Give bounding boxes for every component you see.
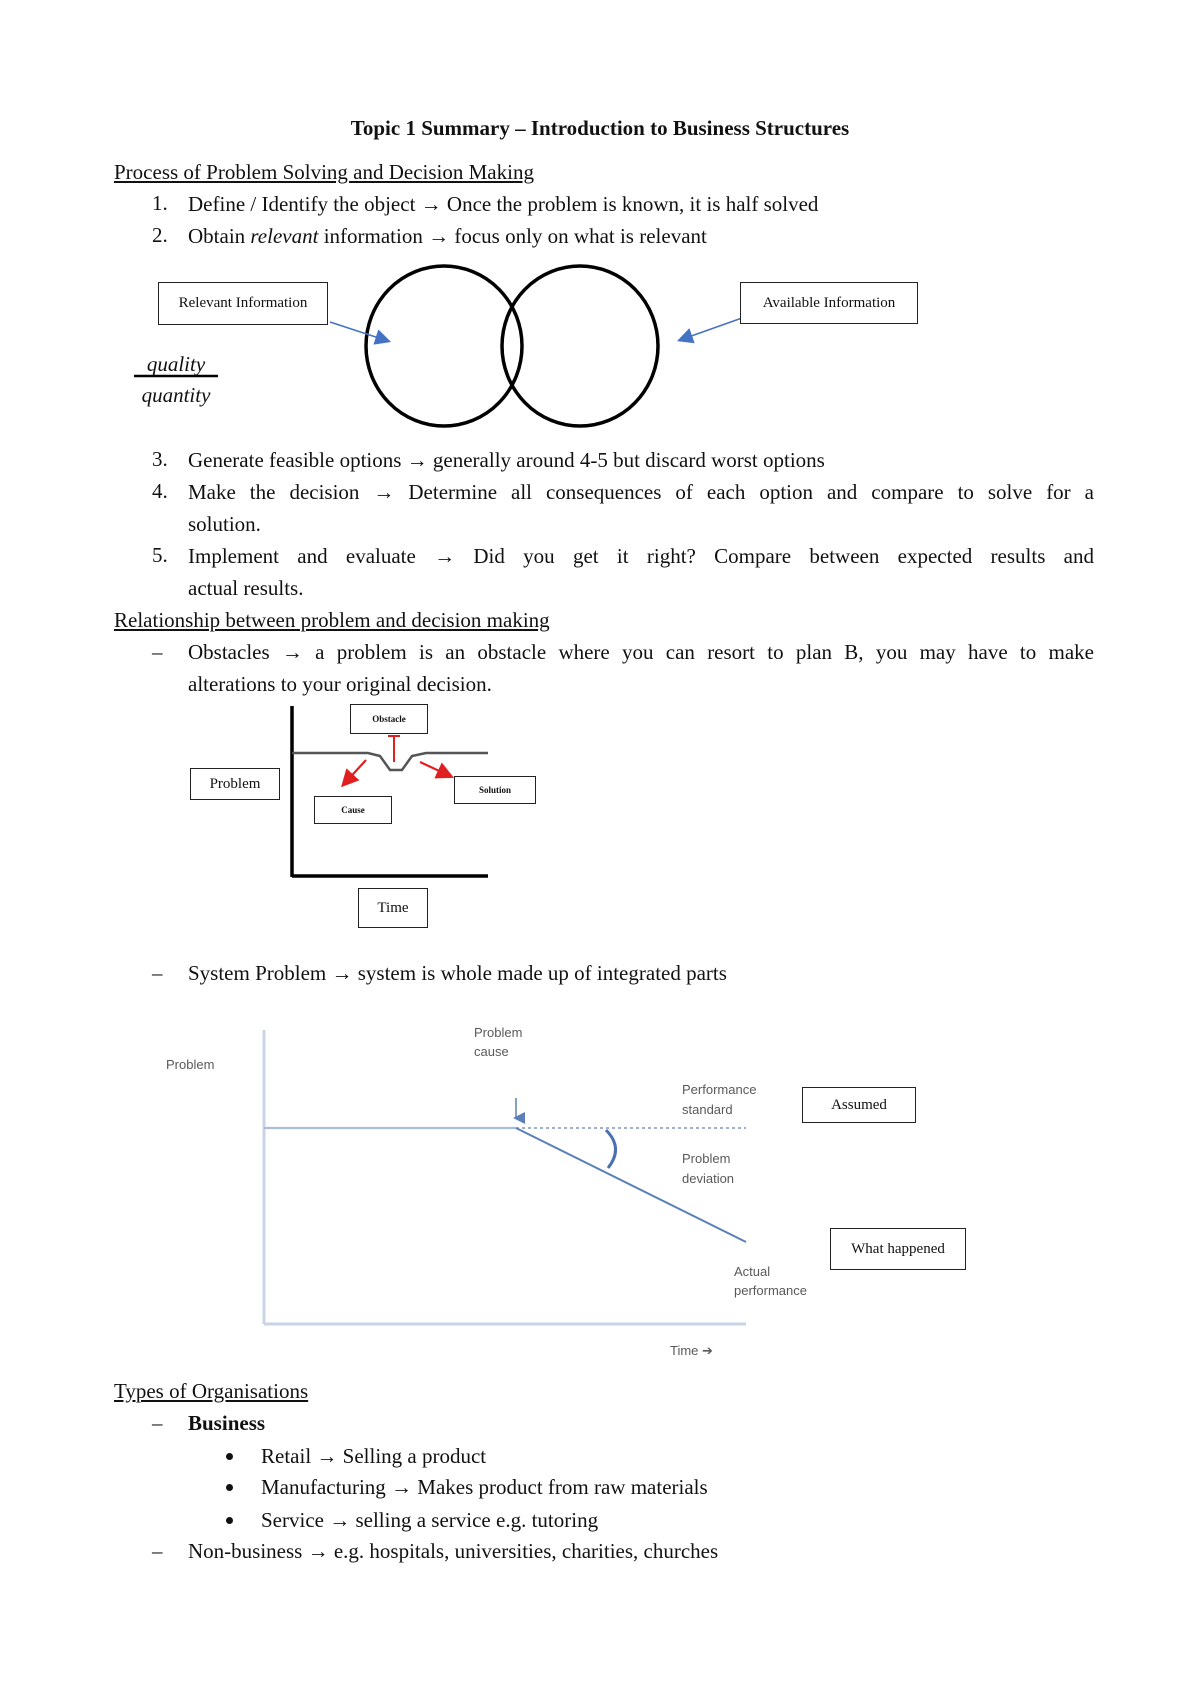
chart-deviation-label: deviation — [682, 1171, 735, 1186]
section-heading-process: Process of Problem Solving and Decision Making — [114, 160, 534, 184]
chart-y-label: Problem — [166, 1057, 215, 1072]
chart-x-label: Time ➔ — [670, 1343, 713, 1358]
fraction-top: quality — [146, 352, 206, 376]
fraction-bottom: quantity — [141, 383, 211, 407]
arrow-relevant — [330, 322, 388, 341]
chart-deviation-label: Problem — [682, 1151, 731, 1166]
step-number: 4. — [152, 479, 168, 503]
relevant-information-box: Relevant Information — [158, 282, 328, 325]
chart-standard-label: standard — [682, 1102, 733, 1117]
step-text: Define / Identify the object → Once the problem is known, it is half solved — [188, 192, 819, 216]
bullet-dot — [226, 1484, 233, 1491]
step-text: Make the decision → Determine all consequences of each option and compare to solve for a — [188, 480, 1094, 504]
step-number: 5. — [152, 543, 168, 567]
step-number: 2. — [152, 223, 168, 247]
business-item: Retail → Selling a product — [261, 1444, 487, 1468]
step-text: Implement and evaluate → Did you get it right? Compare between expected results and — [188, 544, 1094, 568]
cause-box: Cause — [314, 796, 392, 824]
assumed-box: Assumed — [802, 1087, 916, 1123]
obstacles-text-cont: alterations to your original decision. — [188, 672, 492, 696]
arrow-available — [680, 318, 742, 340]
chart-cause-label: Problem — [474, 1025, 523, 1040]
chart-actual-label: performance — [734, 1283, 807, 1298]
venn-circle-relevant — [366, 266, 522, 426]
path-line — [292, 753, 488, 770]
step-text-cont: solution. — [188, 512, 261, 536]
business-heading: Business — [188, 1411, 266, 1435]
available-information-box: Available Information — [740, 282, 918, 324]
step-number: 1. — [152, 191, 168, 215]
step-number: 3. — [152, 447, 168, 471]
system-problem-text: System Problem → system is whole made up of integrated parts — [188, 961, 727, 985]
non-business-text: Non-business → e.g. hospitals, universities, charities, churches — [188, 1539, 719, 1563]
business-item: Manufacturing → Makes product from raw materials — [261, 1475, 708, 1499]
step-text: Obtain relevant information → focus only on what is relevant — [188, 224, 707, 248]
step-text: Generate feasible options → generally around 4-5 but discard worst options — [188, 448, 825, 472]
solution-arrow — [420, 762, 450, 776]
chart-cause-label: cause — [474, 1044, 509, 1059]
bullet-dot — [226, 1517, 233, 1524]
bullet-dot — [226, 1453, 233, 1460]
venn-circle-available — [502, 266, 658, 426]
section-heading-types: Types of Organisations — [114, 1379, 309, 1403]
chart-actual-label: Actual — [734, 1264, 771, 1279]
cause-arrow — [344, 760, 366, 784]
business-item: Service → selling a service e.g. tutoring — [261, 1508, 599, 1532]
obstacles-text: Obstacles → a problem is an obstacle where you can resort to plan B, you may have to make — [188, 640, 1094, 664]
obstacle-box: Obstacle — [350, 704, 428, 734]
solution-box: Solution — [454, 776, 536, 804]
page-title: Topic 1 Summary – Introduction to Business Structures — [350, 116, 850, 140]
time-box: Time — [358, 888, 428, 928]
problem-box: Problem — [190, 768, 280, 800]
deviation-bracket — [606, 1130, 616, 1168]
section-heading-relationship: Relationship between problem and decision making — [114, 608, 550, 632]
what-happened-box: What happened — [830, 1228, 966, 1270]
step-text-cont: actual results. — [188, 576, 304, 600]
chart-standard-label: Performance — [682, 1082, 757, 1097]
